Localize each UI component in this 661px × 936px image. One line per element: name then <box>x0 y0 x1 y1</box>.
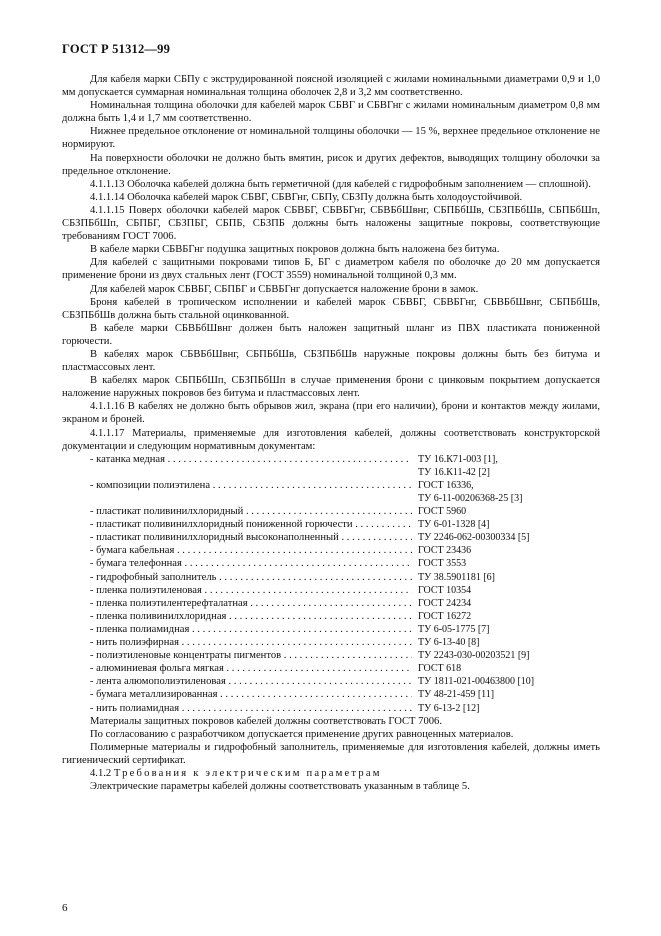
material-standard <box>412 702 600 715</box>
material-name: - катанка медная . . . <box>62 453 412 466</box>
material-standard <box>412 453 600 479</box>
material-standard <box>412 531 600 544</box>
paragraph: В кабелях марок СБПБбШп, СБЗПБбШп в случае применения брони с цинковым покрытием допускается наложение наружных покровов без битума и пластмассовых лент. <box>62 375 600 400</box>
standard-reference: ГОСТ 10354 <box>418 584 472 596</box>
material-item <box>62 453 600 479</box>
material-standard <box>412 610 600 623</box>
material-item <box>62 531 600 544</box>
material-standard <box>412 662 600 675</box>
paragraph: Для кабелей с защитными покровами типов Б, БГ с диаметром кабеля по оболочке до 20 мм допускается применение брони из двух стальных лент (ГОСТ 3559) номинальной толщиной 0,3 мм. <box>62 257 600 282</box>
material-item <box>62 518 600 531</box>
section-heading <box>62 767 600 780</box>
material-item <box>62 584 600 597</box>
paragraph: Для кабелей марок СБВБГ, СБПБГ и СБВБГнг допускается наложение брони в замок. <box>90 283 479 295</box>
material-standard <box>412 518 600 531</box>
material-name: - пластикат поливинилхлоридный пониженной горючести . . . <box>62 518 412 531</box>
document-header: ГОСТ Р 51312—99 <box>62 42 171 56</box>
standard-reference: ГОСТ 23436 <box>418 545 472 557</box>
standard-reference: ТУ 6-05-1775 [7] <box>418 623 490 635</box>
standard-reference: ТУ 38.5901181 [6] <box>418 571 495 583</box>
material-name: - пленка полиэтиленовая . . . <box>62 584 412 597</box>
standard-reference: ТУ 6-11-00206368-25 [3] <box>418 493 523 504</box>
material-item <box>62 662 600 675</box>
material-item <box>62 557 600 570</box>
paragraph: На поверхности оболочки не должно быть вмятин, рисок и других дефектов, выводящих толщину оболочки за предельное отклонение. <box>62 152 600 177</box>
material-standard <box>412 505 600 518</box>
section-number: 4.1.2 <box>90 767 112 779</box>
paragraph: 4.1.1.15 Поверх оболочки кабелей марок СБВБГ, СБВБГнг, СБВБбШвнг, СБПБбШв, СБЗПБбШв, СБПБбШп, СБЗПБбШп, СБПБГ, СБЗПБГ, СБПБ, СБЗПБ должны быть наложены защитные покровы, соответствующие требованиям ГОСТ 7006. <box>62 204 600 243</box>
material-standard <box>412 544 600 557</box>
material-name: - пленка полиамидная . . . <box>62 623 412 636</box>
material-standard <box>412 597 600 610</box>
material-name: - бумага кабельная . . . <box>62 544 412 557</box>
standard-reference: ТУ 6-01-1328 [4] <box>418 519 490 531</box>
material-item <box>62 571 600 584</box>
paragraph: 4.1.1.17 Материалы, применяемые для изготовления кабелей, должны соответствовать конструкторской документации и следующим нормативным документам: <box>62 427 600 452</box>
paragraph: В кабелях марок СБВБбШвнг, СБПБбШв, СБЗПБбШв наружные покровы должны быть без битума и пластмассовых лент. <box>62 348 600 374</box>
material-standard <box>412 557 600 570</box>
standard-reference: ТУ 2246-062-00300334 [5] <box>418 532 530 544</box>
material-name: - нить полиэфирная . . . <box>62 636 412 649</box>
material-item <box>62 505 600 518</box>
material-name: - пластикат поливинилхлоридный . . . <box>62 505 412 518</box>
material-standard <box>412 688 600 701</box>
material-name: - алюминиевая фольга мягкая . . . <box>62 662 412 675</box>
material-standard <box>412 623 600 636</box>
paragraph: Нижнее предельное отклонение от номинальной толщины оболочки — 15 %, верхнее предельное отклонение не нормируют. <box>62 126 600 151</box>
standard-reference: ТУ 2243-030-00203521 [9] <box>418 650 530 662</box>
page-number: 6 <box>62 902 68 914</box>
standard-reference: ГОСТ 5960 <box>418 506 467 518</box>
standard-reference: ТУ 16.К11-42 [2] <box>418 466 490 478</box>
body-text <box>62 73 600 793</box>
material-item <box>62 597 600 610</box>
paragraph: Броня кабелей в тропическом исполнении и кабелей марок СБВБГ, СБВБГнг, СБВБбШвнг, СБПБбШв, СБЗПБбШв должна быть стальной оцинкованной. <box>62 296 600 321</box>
standard-reference: ГОСТ 618 <box>418 663 462 675</box>
material-item <box>62 623 600 636</box>
material-standard <box>412 479 600 505</box>
standard-reference: ГОСТ 16336, <box>418 479 474 491</box>
material-item <box>62 544 600 557</box>
paragraphs-part-1 <box>62 73 600 453</box>
material-name: - пленка поливинилхлоридная . . . <box>62 610 412 623</box>
standard-reference: ГОСТ 24234 <box>418 597 472 609</box>
paragraph: Электрические параметры кабелей должны соответствовать указанным в таблице 5. <box>90 781 470 793</box>
material-item <box>62 636 600 649</box>
material-name: - композиции полиэтилена . . . <box>62 479 412 492</box>
paragraph: Полимерные материалы и гидрофобный заполнитель, применяемые для изготовления кабелей, должны иметь гигиенический сертификат. <box>62 741 600 766</box>
paragraph: 4.1.1.16 В кабелях не должно быть обрывов жил, экрана (при его наличии), брони и контактов между жилами, экраном и броней. <box>62 401 600 426</box>
material-item <box>62 675 600 688</box>
standard-reference: ГОСТ 16272 <box>418 610 472 622</box>
paragraph: В кабеле марки СБВБГнг подушка защитных покровов должна быть наложена без битума. <box>90 244 500 256</box>
material-name: - лента алюмополиэтиленовая . . . <box>62 675 412 688</box>
paragraph: Для кабеля марки СБПу с экструдированной поясной изоляцией с жилами номинальными диаметрами 0,9 и 1,0 мм допускается суммарная номинальная толщина оболочек 2,8 и 3,2 мм соответственно. <box>62 74 600 99</box>
material-name: - пластикат поливинилхлоридный высоконаполненный . . . <box>62 531 412 544</box>
material-item <box>62 649 600 662</box>
standard-reference: ТУ 16.К71-003 [1], <box>418 453 498 465</box>
standard-reference: ТУ 6-13-2 [12] <box>418 702 480 714</box>
material-item <box>62 688 600 701</box>
material-item <box>62 702 600 715</box>
section-title: Требования к электрическим параметрам <box>113 767 382 779</box>
paragraph: По согласованию с разработчиком допускается применение других равноценных материалов. <box>90 728 514 740</box>
standard-reference: ТУ 6-13-40 [8] <box>418 637 480 649</box>
material-standard <box>412 584 600 597</box>
materials-list <box>62 453 600 715</box>
paragraph: Материалы защитных покровов кабелей должны соответствовать ГОСТ 7006. <box>90 715 442 727</box>
material-standard <box>412 649 600 662</box>
standard-reference: ТУ 1811-021-00463800 [10] <box>418 676 535 688</box>
paragraph: 4.1.1.13 Оболочка кабелей должна быть герметичной (для кабелей с гидрофобным заполнением — сплошной). <box>90 178 591 190</box>
material-name: - пленка полиэтилентерефталатная . . . <box>62 597 412 610</box>
paragraphs-part-2 <box>62 715 600 767</box>
paragraph: Номинальная толщина оболочки для кабелей марок СБВГ и СБВГнг с жилами номинальным диаметром 0,8 мм должна быть 1,4 и 1,7 мм соответственно. <box>62 100 600 125</box>
material-standard <box>412 675 600 688</box>
standard-reference: ТУ 48-21-459 [11] <box>418 689 495 701</box>
material-item <box>62 610 600 623</box>
material-name: - гидрофобный заполнитель . . . <box>62 571 412 584</box>
material-standard <box>412 636 600 649</box>
paragraph: В кабеле марки СБВБбШвнг должен быть наложен защитный шланг из ПВХ пластиката пониженной горючести. <box>62 322 600 347</box>
material-name: - полиэтиленовые концентраты пигментов . . . <box>62 649 412 662</box>
material-name: - нить полиамидная . . . <box>62 702 412 715</box>
material-item <box>62 479 600 505</box>
paragraph: 4.1.1.14 Оболочка кабелей марок СБВГ, СБВГнг, СБПу, СБЗПу должна быть холодоустойчивой. <box>90 191 523 203</box>
material-name: - бумага металлизированная . . . <box>62 688 412 701</box>
standard-reference: ГОСТ 3553 <box>418 558 467 570</box>
material-name: - бумага телефонная . . . <box>62 557 412 570</box>
material-standard <box>412 571 600 584</box>
